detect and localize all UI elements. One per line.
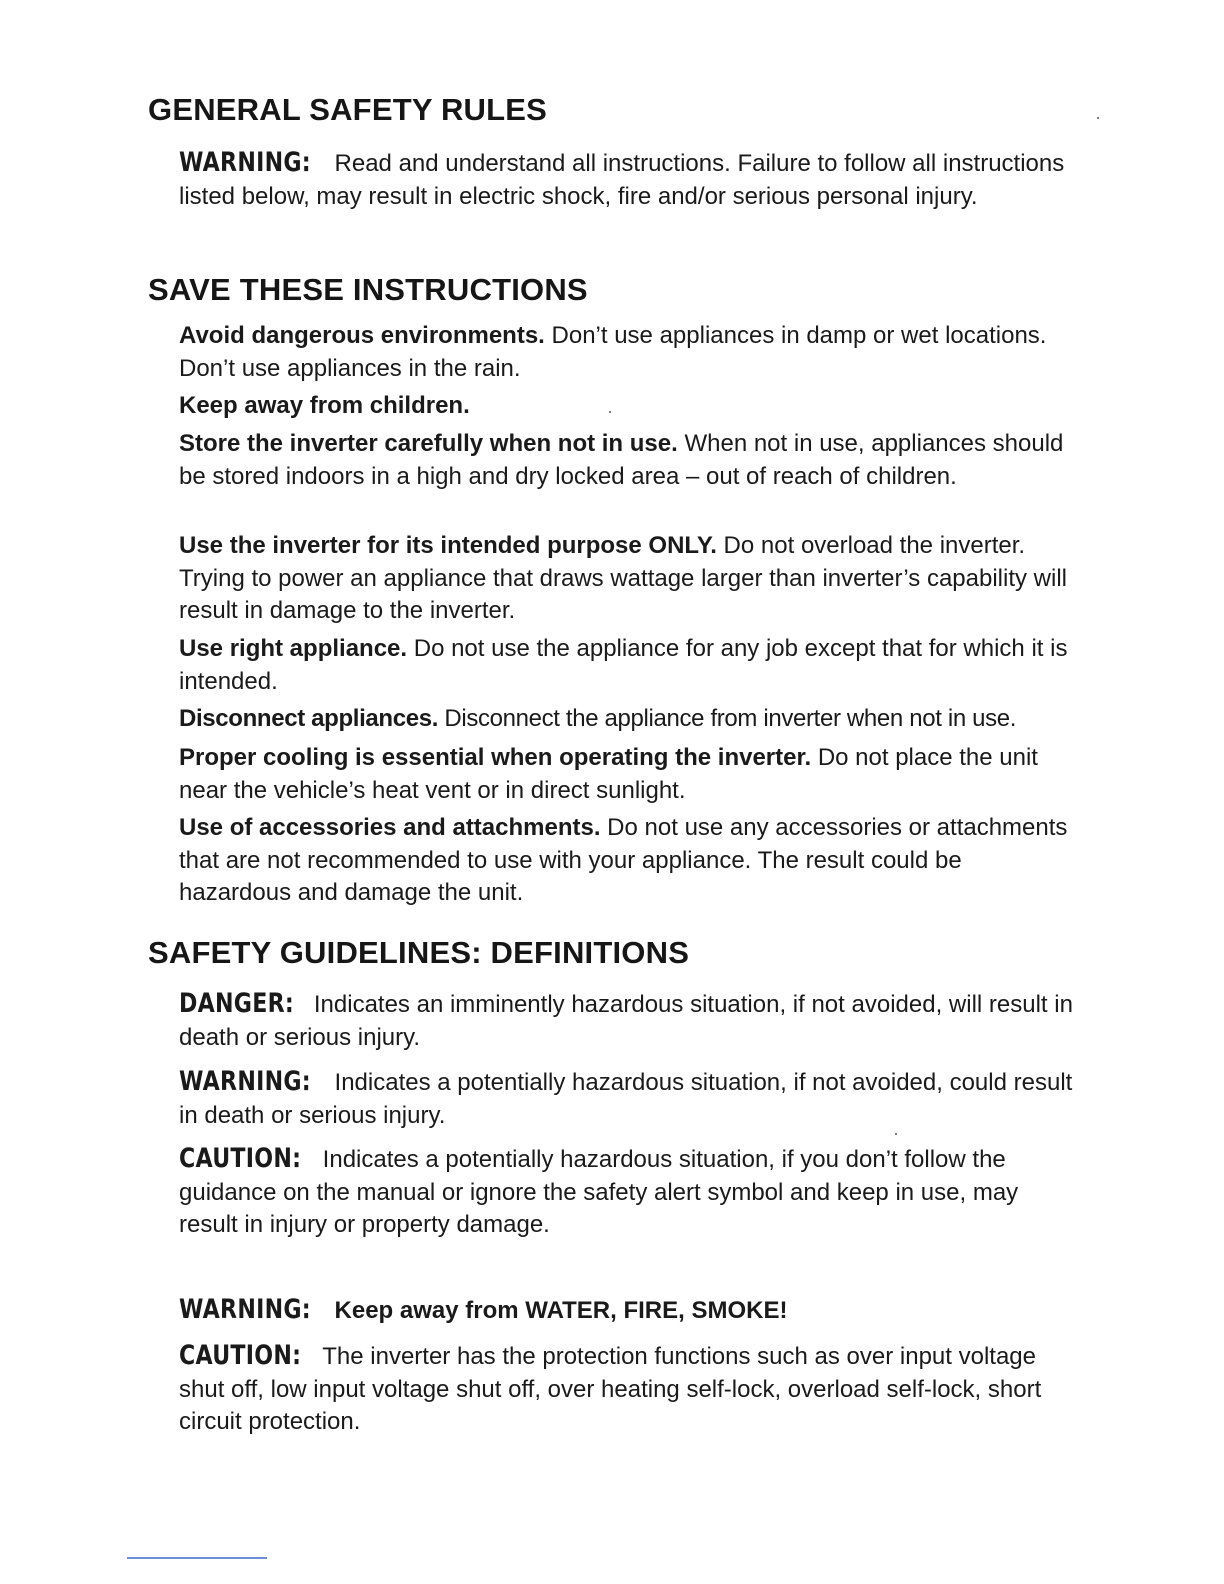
definition-text: Indicates an imminently hazardous situation, if not avoided, will result in death or serious injury. bbox=[179, 991, 1073, 1051]
instruction-text: When not in use, appliances should be stored indoors in a high and dry locked area – out of reach of children. bbox=[179, 430, 1064, 490]
final-warning-text: Keep away from WATER, FIRE, SMOKE! bbox=[327, 1297, 788, 1324]
warning-signal-word: WARNING: bbox=[179, 1294, 311, 1325]
instruction-text: Do not overload the inverter. Trying to power an appliance that draws wattage larger than inverter’s capability will result in damage to the inverter. bbox=[179, 532, 1068, 624]
heading-general-safety-rules: GENERAL SAFETY RULES bbox=[148, 92, 548, 127]
instruction-item bbox=[179, 428, 1074, 493]
instruction-lead: Disconnect appliances. bbox=[179, 705, 439, 732]
definition-item bbox=[179, 1143, 1074, 1242]
instruction-lead: Proper cooling is essential when operating the inverter. bbox=[179, 744, 812, 771]
warning-signal-word: WARNING: bbox=[179, 147, 311, 178]
instruction-lead: Use right appliance. bbox=[179, 635, 408, 662]
final-caution-paragraph bbox=[179, 1340, 1074, 1439]
final-warning-paragraph bbox=[179, 1294, 1074, 1328]
warning-signal-word: WARNING: bbox=[179, 1066, 311, 1097]
scan-speck bbox=[1097, 117, 1099, 119]
general-warning-text: Read and understand all instructions. Failure to follow all instructions listed below, may result in electric shock, fire and/or serious personal injury. bbox=[179, 150, 1065, 210]
instruction-text: Don’t use appliances in damp or wet locations. Don’t use appliances in the rain. bbox=[179, 322, 1047, 382]
instruction-lead: Store the inverter carefully when not in use. bbox=[179, 430, 678, 457]
scan-speck bbox=[895, 1133, 897, 1135]
definition-item bbox=[179, 1066, 1074, 1132]
footer-rule bbox=[127, 1557, 267, 1559]
instruction-item bbox=[179, 320, 1074, 385]
instruction-text: Do not place the unit near the vehicle’s heat vent or in direct sunlight. bbox=[179, 744, 1038, 804]
instruction-item bbox=[179, 390, 1074, 423]
instruction-text: Do not use any accessories or attachments that are not recommended to use with your appliance. The result could be hazardous and damage the unit. bbox=[179, 814, 1068, 906]
heading-save-these-instructions: SAVE THESE INSTRUCTIONS bbox=[148, 272, 588, 307]
instruction-item bbox=[179, 530, 1074, 628]
definition-text: Indicates a potentially hazardous situation, if not avoided, could result in death or serious injury. bbox=[179, 1069, 1073, 1129]
caution-signal-word: CAUTION: bbox=[179, 1143, 302, 1174]
instruction-lead: Use the inverter for its intended purpose ONLY. bbox=[179, 532, 717, 559]
instruction-item bbox=[179, 812, 1074, 910]
instruction-text: Disconnect the appliance from inverter when not in use. bbox=[438, 705, 1017, 732]
instruction-item bbox=[179, 703, 1074, 736]
danger-signal-word: DANGER: bbox=[179, 988, 294, 1019]
instruction-lead: Avoid dangerous environments. bbox=[179, 322, 545, 349]
heading-safety-guidelines-definitions: SAFETY GUIDELINES: DEFINITIONS bbox=[148, 935, 690, 970]
final-caution-text: The inverter has the protection functions such as over input voltage shut off, low input voltage shut off, over heating self-lock, overload self-lock, short circuit protection. bbox=[179, 1343, 1042, 1435]
instruction-lead: Use of accessories and attachments. bbox=[179, 814, 601, 841]
scan-speck bbox=[609, 411, 611, 413]
instruction-item bbox=[179, 742, 1074, 807]
instruction-lead: Keep away from children. bbox=[179, 392, 470, 419]
instruction-text: Do not use the appliance for any job except that for which it is intended. bbox=[179, 635, 1068, 695]
definition-item bbox=[179, 988, 1074, 1054]
general-warning-paragraph bbox=[179, 147, 1074, 213]
instruction-item bbox=[179, 633, 1074, 698]
definition-text: Indicates a potentially hazardous situation, if you don’t follow the guidance on the manual or ignore the safety alert symbol and keep in use, may result in injury or property damage. bbox=[179, 1146, 1019, 1238]
caution-signal-word: CAUTION: bbox=[179, 1340, 302, 1371]
